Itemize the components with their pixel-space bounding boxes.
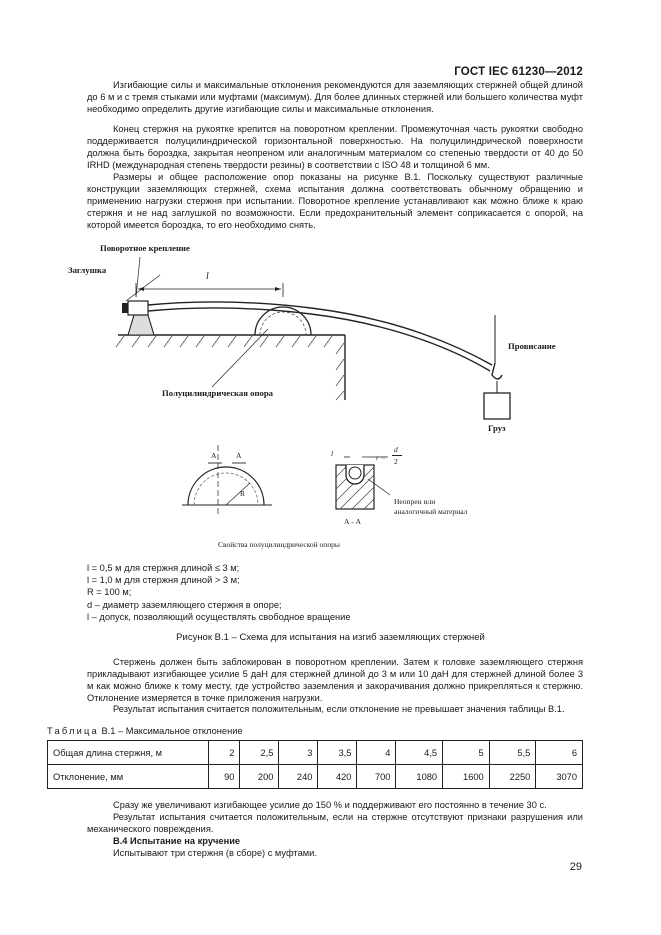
section-title: В.4 Испытание на кручение [113, 836, 241, 846]
detail-inner-arc [194, 473, 258, 505]
pivot-mount [128, 315, 154, 335]
label-l: l [206, 271, 209, 282]
paragraph-6: Сразу же увеличивают изгибающее усилие до 150 % и поддерживают его постоянно в течение 30 с. [113, 800, 547, 810]
label-half-cylinder: Полуцилиндрическая опора [162, 388, 274, 398]
standard-header: ГОСТ IEC 61230—2012 [454, 66, 583, 78]
label-two: 2 [394, 457, 398, 466]
label-neoprene: Неопрен или аналогичный материал [394, 497, 468, 516]
table-cell: 2250 [489, 765, 536, 789]
legend-item: R = 100 м; [87, 587, 132, 598]
table-caption [47, 726, 243, 736]
max-deflection-table [47, 740, 583, 789]
table-cell: 3070 [536, 765, 583, 789]
legend-item: d – диаметр заземляющего стержня в опоре; [87, 599, 282, 610]
figure-drawing [100, 235, 580, 565]
earthing-rod-top [148, 302, 492, 365]
table-cell: 700 [357, 765, 396, 789]
paragraph-7: Результат испытания считается положительным, если на стержне отсутствуют признаки разрушения или механического повреждения. [87, 812, 583, 834]
table-cell: 6 [536, 741, 583, 765]
label-section-a-left: A [211, 451, 217, 460]
label-cap: Заглушка [68, 265, 107, 275]
paragraph-4: Стержень должен быть заблокирован в поворотном креплении. Затем к головке заземляющего стержня прикладывают изгибающее усилие 5 даН для стержней длиной до 3 м или 10 даН для стержней длиной более 3 м как можно ближе к тому месту, где устройство заземления и закорачивания должно прикрепляться к стержню. Отклонение измеряется в точке приложения нагрузки. [87, 657, 583, 703]
table-row [48, 765, 583, 789]
load-hook [492, 363, 502, 379]
label-radius: R [240, 489, 246, 498]
label-sag: Провисание [508, 341, 556, 351]
table-cell: 3,5 [318, 741, 357, 765]
support-inner-arc [260, 312, 306, 335]
table-cell: 2 [209, 741, 240, 765]
figure-caption: Рисунок В.1 – Схема для испытания на изгиб заземляющих стержней [176, 632, 485, 643]
detail-radius-line [226, 483, 250, 505]
paragraph-1: Изгибающие силы и максимальные отклонения рекомендуются для заземляющих стержней общей длиной до 6 м и с тремя стыками или муфтами (максимум). Для более длинных стержней или большего количества муфт необходимо определить другие изгибающие силы и максимальные отклонения. [87, 80, 583, 114]
page-number: 29 [569, 861, 582, 873]
legend-item: l = 0,5 м для стержня длиной ≤ 3 м; [87, 563, 240, 573]
section-text: Испытывают три стержня (в сборе) с муфтами. [113, 848, 317, 858]
table-cell: 3 [279, 741, 318, 765]
label-section-aa: А - А [344, 517, 362, 526]
table-cell: 420 [318, 765, 357, 789]
table-cell: 240 [279, 765, 318, 789]
paragraph-2: Конец стержня на рукоятке крепится на поворотном креплении. Промежуточная часть рукоятки свободно поддерживается полуцилиндрической горизонтальной поверхностью. На полуцилиндрической поверхности должна быть бороздка, закрытая неопреном или аналогичным материалом со степенью твердости от 40 до 50 IRHD (международная степень твердости резины) в соответствии с ISO 48 и толщиной 6 мм. [87, 124, 583, 170]
support-pointer [212, 329, 268, 387]
row-header: Отклонение, мм [48, 765, 209, 789]
table-cell: 4 [357, 741, 396, 765]
figure-legend [87, 562, 351, 623]
figure-b1 [68, 235, 580, 565]
pivot-clamp [128, 301, 148, 315]
cap-pointer [126, 275, 160, 301]
legend-item: l = 1,0 м для стержня длиной > 3 м; [87, 575, 240, 586]
table-cell: 5 [443, 741, 490, 765]
table-cell: 1080 [396, 765, 443, 789]
label-l-detail: l [331, 449, 334, 458]
table-caption-prefix: Таблица [47, 726, 99, 736]
label-load: Груз [488, 423, 506, 433]
table-caption-rest: В.1 – Максимальное отклонение [101, 726, 243, 736]
cap-plug [122, 303, 128, 313]
paragraph-3: Размеры и общее расположение опор показаны на рисунке В.1. Поскольку существуют различные конструкции заземляющих стержней, схема испытания должна соответствовать обычному обращению и применению нагрузки стержня при испытании. Поворотное крепление устанавливают как можно ближе к краю стержня и не над заглушкой по возможности. Если предохранительный элемент соприкасается с опорой, на которой имеется бороздка, то его необходимо снять. [87, 172, 583, 230]
label-section-a-right: A [236, 451, 242, 460]
label-r-equals: r = [376, 453, 386, 462]
label-d: d [394, 445, 398, 454]
row-header: Общая длина стержня, м [48, 741, 209, 765]
label-properties: Свойства полуцилиндрической опоры [218, 540, 340, 549]
table-cell: 90 [209, 765, 240, 789]
legend-item: l – допуск, позволяющий осуществлять свободное вращение [87, 611, 351, 622]
table-cell: 4,5 [396, 741, 443, 765]
table-cell: 200 [240, 765, 279, 789]
load-weight [484, 393, 510, 419]
table-row [48, 741, 583, 765]
table-cell: 2,5 [240, 741, 279, 765]
label-pivot: Поворотное крепление [100, 243, 190, 253]
fraction-bar [392, 455, 402, 456]
table-cell: 1600 [443, 765, 490, 789]
paragraph-5: Результат испытания считается положительным, если отклонение не превышает значения таблицы В.1. [113, 704, 565, 714]
table-cell: 5,5 [489, 741, 536, 765]
